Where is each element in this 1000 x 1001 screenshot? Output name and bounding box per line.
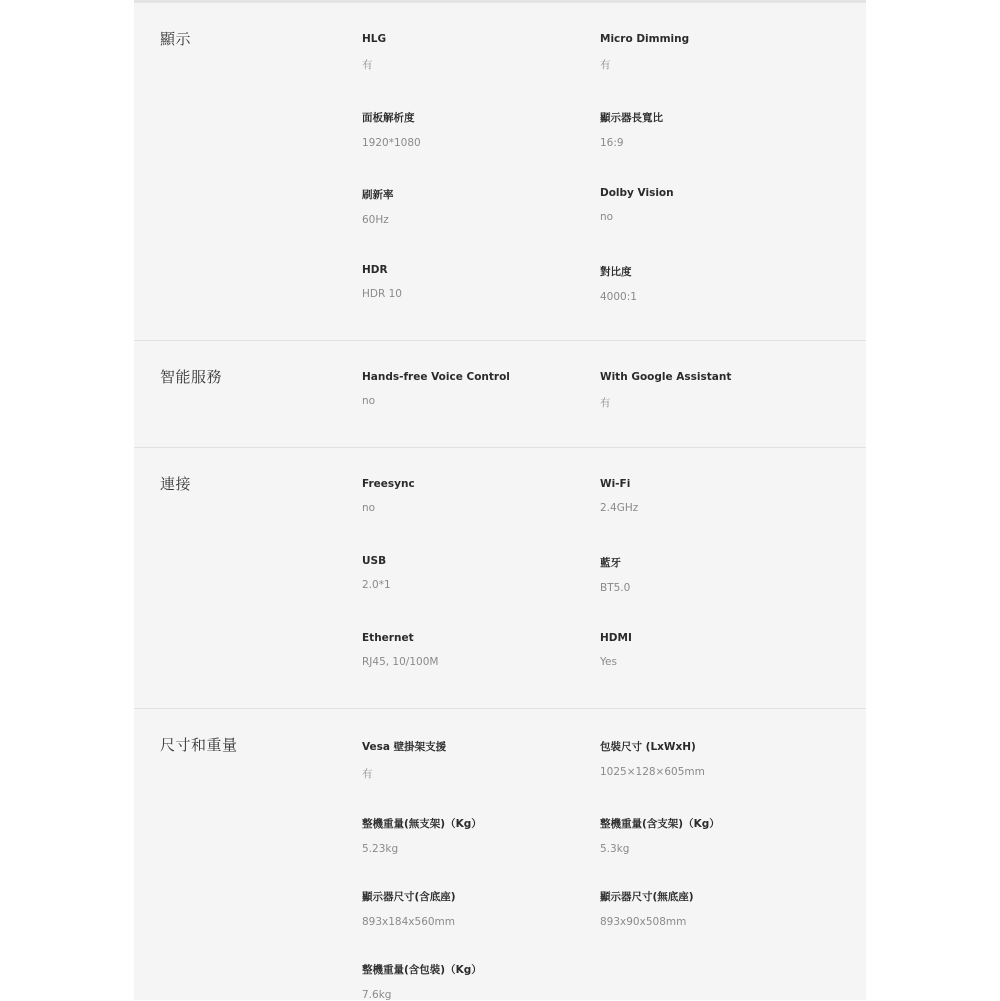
top-divider <box>134 0 866 3</box>
spec-vesa-mount <box>362 739 582 781</box>
spec-label: Vesa 壁掛架支援 <box>362 741 447 753</box>
spec-google-assistant <box>600 371 820 410</box>
spec-hdmi <box>600 632 820 668</box>
spec-panel-resolution <box>362 110 582 149</box>
spec-value: 893x184x560mm <box>362 916 456 928</box>
spec-value: 60Hz <box>362 214 389 226</box>
spec-weight-with-package <box>362 962 582 1001</box>
spec-label: 刷新率 <box>362 189 394 201</box>
spec-package-size <box>600 739 820 778</box>
spec-micro-dimming <box>600 33 820 72</box>
spec-label: 整機重量(含支架)（Kg） <box>600 818 720 830</box>
spec-label: 包裝尺寸 (LxWxH) <box>600 741 696 753</box>
spec-value: 1025×128×605mm <box>600 766 705 778</box>
spec-ethernet <box>362 632 582 668</box>
spec-value: 有 <box>600 59 611 71</box>
spec-label: Wi-Fi <box>600 478 631 490</box>
spec-value: 2.4GHz <box>600 502 639 514</box>
section-divider <box>134 340 866 341</box>
spec-label: 顯示器尺寸(含底座) <box>362 891 456 903</box>
spec-value: 2.0*1 <box>362 579 391 591</box>
spec-hdr <box>362 264 582 300</box>
spec-label: USB <box>362 555 387 567</box>
spec-value: no <box>362 502 376 514</box>
spec-contrast-ratio <box>600 264 820 303</box>
spec-label: 整機重量(含包裝)（Kg） <box>362 964 482 976</box>
spec-value: 16:9 <box>600 137 624 149</box>
spec-label: 藍牙 <box>600 557 621 569</box>
section-title-smart-services: 智能服務 <box>160 368 223 386</box>
spec-label: With Google Assistant <box>600 371 732 383</box>
spec-value: HDR 10 <box>362 288 402 300</box>
spec-aspect-ratio <box>600 110 820 149</box>
spec-value: 有 <box>600 397 611 409</box>
spec-value: BT5.0 <box>600 582 631 594</box>
spec-hands-free-voice <box>362 371 582 407</box>
spec-size-with-stand <box>362 889 582 928</box>
spec-value: 7.6kg <box>362 989 392 1001</box>
spec-label: HLG <box>362 33 387 45</box>
spec-wifi <box>600 478 820 514</box>
spec-value: 有 <box>362 768 373 780</box>
spec-value: 5.3kg <box>600 843 630 855</box>
spec-value: 4000:1 <box>600 291 637 303</box>
section-title-display: 顯示 <box>160 30 192 48</box>
spec-label: 對比度 <box>600 266 632 278</box>
spec-label: 顯示器長寬比 <box>600 112 663 124</box>
spec-value: 1920*1080 <box>362 137 421 149</box>
spec-value: 有 <box>362 59 373 71</box>
spec-bluetooth <box>600 555 820 594</box>
spec-value: 893x90x508mm <box>600 916 687 928</box>
spec-value: no <box>362 395 376 407</box>
spec-refresh-rate <box>362 187 582 226</box>
spec-label: Hands-free Voice Control <box>362 371 510 383</box>
spec-label: 整機重量(無支架)（Kg） <box>362 818 482 830</box>
spec-label: 面板解析度 <box>362 112 415 124</box>
spec-label: Dolby Vision <box>600 187 674 199</box>
spec-weight-with-stand <box>600 816 820 855</box>
spec-label: 顯示器尺寸(無底座) <box>600 891 694 903</box>
spec-value: RJ45, 10/100M <box>362 656 439 668</box>
spec-size-without-stand <box>600 889 820 928</box>
spec-weight-without-stand <box>362 816 582 855</box>
spec-label: Freesync <box>362 478 415 490</box>
section-title-dimensions-weight: 尺寸和重量 <box>160 736 238 754</box>
section-divider <box>134 447 866 448</box>
spec-value: Yes <box>600 656 617 668</box>
spec-label: HDMI <box>600 632 632 644</box>
section-title-connectivity: 連接 <box>160 475 192 493</box>
spec-usb <box>362 555 582 591</box>
spec-value: 5.23kg <box>362 843 399 855</box>
spec-value: no <box>600 211 614 223</box>
spec-label: Micro Dimming <box>600 33 690 45</box>
spec-label: Ethernet <box>362 632 414 644</box>
spec-dolby-vision <box>600 187 820 223</box>
section-divider <box>134 708 866 709</box>
spec-label: HDR <box>362 264 388 276</box>
spec-hlg <box>362 33 582 72</box>
spec-freesync <box>362 478 582 514</box>
specifications-panel <box>134 0 866 1000</box>
